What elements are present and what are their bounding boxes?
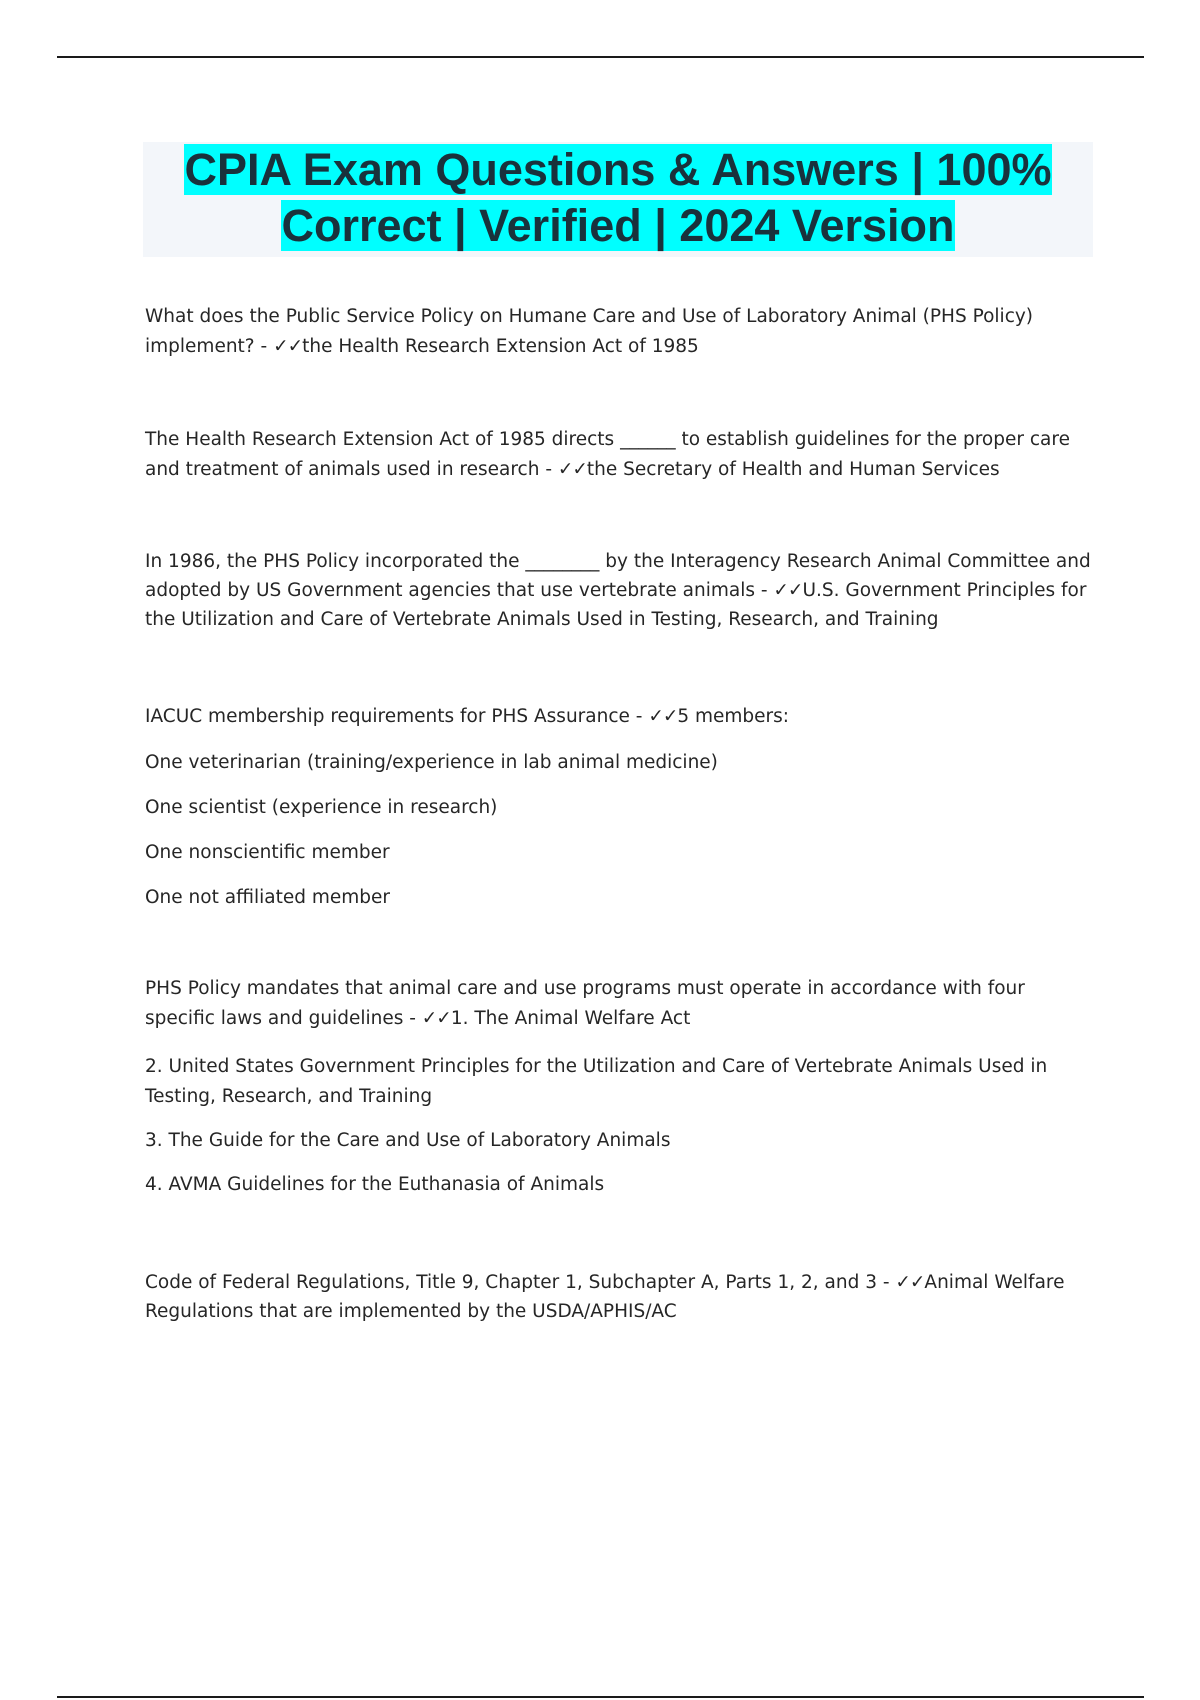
answer-text: U.S. Government Principles for the Utilization and Care of Vertebrate Animals Used in Testing, Research, and Training [145, 580, 1087, 630]
answer-text: Animal Welfare Regulations that are implemented by the USDA/APHIS/AC [145, 1272, 1065, 1322]
title-line-2: Correct | Verified | 2024 Version [281, 200, 955, 251]
check-mark-icon: ✓✓ [895, 1272, 925, 1293]
laws-guidelines-list [145, 1052, 1095, 1214]
question-text: In 1986, the PHS Policy incorporated the ________ by the Interagency Research Animal Committee and adopted by US Government agencies that use vertebrate animals - [145, 551, 1091, 601]
answer-text: the Health Research Extension Act of 1985 [302, 336, 699, 357]
qa-item-4 [145, 702, 789, 732]
list-item: One scientist (experience in research) [145, 797, 498, 818]
list-item: 4. AVMA Guidelines for the Euthanasia of Animals [145, 1174, 605, 1195]
list-item: 2. United States Government Principles for the Utilization and Care of Vertebrate Animals Used in Testing, Research, and Training [145, 1056, 1048, 1107]
qa-item-1 [145, 302, 1095, 362]
title-line-1: CPIA Exam Questions & Answers | 100% [184, 144, 1052, 195]
answer-text: 5 members: [677, 706, 790, 727]
question-text: What does the Public Service Policy on Humane Care and Use of Laboratory Animal (PHS Policy) implement? - [145, 306, 1034, 357]
qa-item-5 [145, 974, 1095, 1034]
check-mark-icon: ✓✓ [557, 459, 587, 480]
iacuc-member-list [145, 748, 718, 928]
check-mark-icon: ✓✓ [648, 706, 678, 727]
check-mark-icon: ✓✓ [273, 336, 303, 357]
answer-text: the Secretary of Health and Human Services [586, 459, 1000, 480]
question-text: Code of Federal Regulations, Title 9, Chapter 1, Subchapter A, Parts 1, 2, and 3 - [145, 1272, 896, 1293]
check-mark-icon: ✓✓ [421, 1008, 451, 1029]
title-block [143, 142, 1093, 257]
top-rule [57, 56, 1144, 58]
qa-item-3 [145, 547, 1095, 634]
qa-item-2 [145, 425, 1095, 485]
question-text: IACUC membership requirements for PHS Assurance - [145, 706, 649, 727]
qa-item-6 [145, 1268, 1095, 1326]
list-item: One nonscientific member [145, 842, 390, 863]
answer-text: 1. The Animal Welfare Act [450, 1008, 691, 1029]
list-item: One not affiliated member [145, 887, 390, 908]
list-item: 3. The Guide for the Care and Use of Laboratory Animals [145, 1130, 671, 1151]
question-text: PHS Policy mandates that animal care and use programs must operate in accordance with four specific laws and guidelines - [145, 978, 1025, 1029]
question-text: The Health Research Extension Act of 1985 directs ______ to establish guidelines for the proper care and treatment of animals used in research - [145, 429, 1070, 480]
check-mark-icon: ✓✓ [773, 580, 803, 601]
list-item: One veterinarian (training/experience in lab animal medicine) [145, 752, 718, 773]
bottom-rule [57, 1696, 1144, 1698]
page-title [143, 142, 1093, 254]
